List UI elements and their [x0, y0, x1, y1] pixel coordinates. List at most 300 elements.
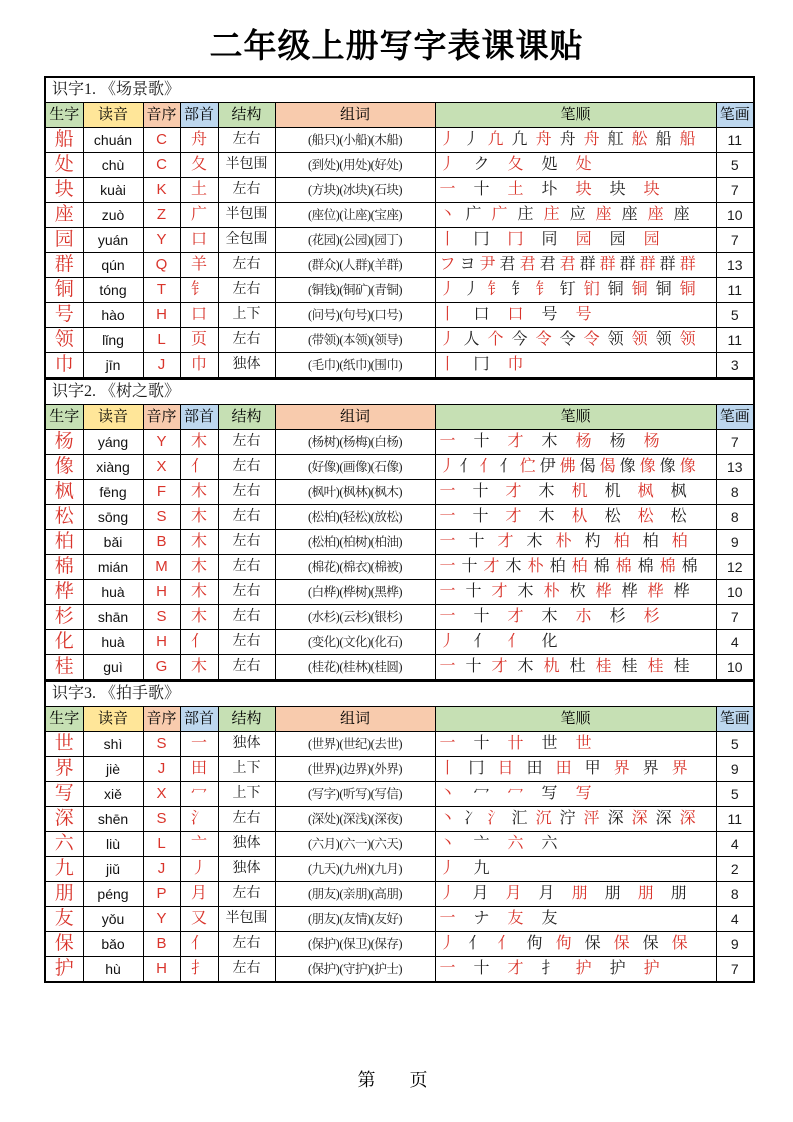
stroke-count-cell: 7 [716, 228, 754, 253]
stroke-step: 今 [511, 331, 528, 348]
stroke-count-cell: 11 [716, 278, 754, 303]
stroke-step: 朩 [575, 608, 592, 625]
radical-cell: 口 [180, 303, 218, 328]
stroke-step: 十 [473, 181, 490, 198]
structure-cell: 上下 [218, 757, 275, 782]
stroke-step: 群 [619, 256, 636, 273]
stroke-count-cell: 9 [716, 530, 754, 555]
stroke-step: 园 [575, 231, 592, 248]
stroke-step: 广 [491, 206, 508, 223]
radical-cell: 木 [180, 505, 218, 530]
stroke-step: 朴 [527, 558, 544, 575]
stroke-step: 杨 [609, 433, 626, 450]
stroke-step: 园 [643, 231, 660, 248]
words-cell: (桂花)(桂林)(桂圆) [275, 655, 435, 681]
stroke-step: 桦 [647, 583, 664, 600]
character-row [45, 555, 754, 580]
column-header: 生字 [45, 103, 83, 128]
stroke-count-cell: 13 [716, 455, 754, 480]
stroke-step: 写 [541, 785, 558, 802]
stroke-step: 伫 [519, 458, 536, 475]
stroke-step: 棉 [593, 558, 610, 575]
stroke-step: 才 [507, 608, 524, 625]
pinyin-cell: yǒu [83, 907, 143, 932]
pinyin-cell: shēn [83, 807, 143, 832]
stroke-step: 松 [604, 508, 621, 525]
initial-cell: H [143, 580, 180, 605]
stroke-step: 六 [507, 835, 524, 852]
page-footer: 第 页 [357, 1070, 436, 1090]
stroke-step: 柏 [571, 558, 588, 575]
words-cell: (铜钱)(铜矿)(青铜) [275, 278, 435, 303]
character-row [45, 455, 754, 480]
radical-cell: 氵 [180, 807, 218, 832]
stroke-step: 深 [631, 810, 648, 827]
stroke-step: 钉 [559, 281, 576, 298]
stroke-step: 一 [439, 608, 456, 625]
character-row [45, 430, 754, 455]
stroke-step: 一 [439, 533, 456, 550]
character-row [45, 505, 754, 530]
char-cell: 界 [45, 757, 83, 782]
char-cell: 枫 [45, 480, 83, 505]
structure-cell: 左右 [218, 253, 275, 278]
stroke-step: 杜 [569, 658, 586, 675]
stroke-step: 钅 [535, 281, 552, 298]
table-caption: 识字1. 《场景歌》 [45, 77, 754, 103]
structure-cell: 左右 [218, 430, 275, 455]
pinyin-cell: liù [83, 832, 143, 857]
words-cell: (毛巾)(纸巾)(围巾) [275, 353, 435, 379]
stroke-step: 朋 [637, 885, 654, 902]
radical-cell: 亻 [180, 932, 218, 957]
stroke-step: 块 [575, 181, 592, 198]
column-header: 读音 [83, 103, 143, 128]
character-row [45, 353, 754, 379]
pinyin-cell: sōng [83, 505, 143, 530]
structure-cell: 左右 [218, 655, 275, 681]
stroke-step: 十 [472, 483, 489, 500]
stroke-step: フ [439, 256, 456, 273]
lesson-table-3 [44, 680, 755, 983]
stroke-step: 伊 [539, 458, 556, 475]
stroke-step: 一 [439, 483, 456, 500]
stroke-order-cell [435, 932, 716, 957]
column-header: 部首 [180, 405, 218, 430]
stroke-step: 座 [595, 206, 612, 223]
stroke-step: 枫 [637, 483, 654, 500]
pinyin-cell: zuò [83, 203, 143, 228]
radical-cell: 丿 [180, 857, 218, 882]
stroke-order-cell [435, 757, 716, 782]
structure-cell: 半包围 [218, 153, 275, 178]
stroke-step: 世 [541, 735, 558, 752]
structure-cell: 左右 [218, 278, 275, 303]
column-header: 部首 [180, 103, 218, 128]
stroke-step: 令 [583, 331, 600, 348]
stroke-step: 田 [555, 760, 572, 777]
stroke-step: 十 [465, 583, 482, 600]
stroke-step: 木 [526, 533, 543, 550]
pinyin-cell: guì [83, 655, 143, 681]
pinyin-cell: bǎo [83, 932, 143, 957]
radical-cell: 木 [180, 605, 218, 630]
stroke-step: 庄 [517, 206, 534, 223]
words-cell: (六月)(六一)(六天) [275, 832, 435, 857]
column-header: 结构 [218, 405, 275, 430]
character-row [45, 857, 754, 882]
character-row [45, 303, 754, 328]
radical-cell: 羊 [180, 253, 218, 278]
stroke-step: 机 [571, 483, 588, 500]
char-cell: 保 [45, 932, 83, 957]
stroke-step: 九 [473, 860, 490, 877]
character-row [45, 732, 754, 757]
pinyin-cell: shān [83, 605, 143, 630]
stroke-step: 界 [613, 760, 630, 777]
stroke-order-cell [435, 605, 716, 630]
stroke-step: 月 [538, 885, 555, 902]
words-cell: (九天)(九州)(九月) [275, 857, 435, 882]
structure-cell: 半包围 [218, 203, 275, 228]
stroke-count-cell: 3 [716, 353, 754, 379]
stroke-step: 亻 [479, 458, 496, 475]
stroke-step: 护 [643, 960, 660, 977]
stroke-step: 群 [679, 256, 696, 273]
stroke-count-cell: 7 [716, 430, 754, 455]
stroke-step: 佝 [526, 935, 543, 952]
char-cell: 杉 [45, 605, 83, 630]
pinyin-cell: fēng [83, 480, 143, 505]
char-cell: 杨 [45, 430, 83, 455]
character-row [45, 278, 754, 303]
stroke-step: 柏 [642, 533, 659, 550]
radical-cell: 钅 [180, 278, 218, 303]
stroke-order-cell [435, 530, 716, 555]
stroke-step: 才 [505, 483, 522, 500]
initial-cell: J [143, 757, 180, 782]
stroke-step: 朴 [543, 583, 560, 600]
stroke-step: 氵 [487, 810, 504, 827]
column-header: 笔顺 [435, 405, 716, 430]
stroke-order-cell [435, 505, 716, 530]
stroke-step: 杉 [643, 608, 660, 625]
structure-cell: 左右 [218, 807, 275, 832]
char-cell: 朋 [45, 882, 83, 907]
stroke-step: 丨 [439, 306, 456, 323]
stroke-count-cell: 7 [716, 605, 754, 630]
words-cell: (座位)(让座)(宝座) [275, 203, 435, 228]
stroke-step: 群 [659, 256, 676, 273]
column-header: 笔画 [716, 405, 754, 430]
character-row [45, 128, 754, 153]
char-cell: 园 [45, 228, 83, 253]
structure-cell: 半包围 [218, 907, 275, 932]
stroke-count-cell: 7 [716, 178, 754, 203]
column-header: 读音 [83, 707, 143, 732]
radical-cell: 亻 [180, 630, 218, 655]
character-row [45, 178, 754, 203]
stroke-step: 铜 [655, 281, 672, 298]
stroke-step: 木 [505, 558, 522, 575]
structure-cell: 左右 [218, 580, 275, 605]
stroke-step: 丿 [439, 156, 456, 173]
stroke-step: 杴 [569, 583, 586, 600]
initial-cell: H [143, 303, 180, 328]
initial-cell: H [143, 957, 180, 983]
stroke-count-cell: 4 [716, 630, 754, 655]
stroke-step: 一 [439, 735, 456, 752]
stroke-step: 一 [439, 910, 456, 927]
stroke-step: 佝 [555, 935, 572, 952]
radical-cell: 亠 [180, 832, 218, 857]
character-row [45, 907, 754, 932]
table-caption: 识字3. 《拍手歌》 [45, 681, 754, 707]
stroke-step: 化 [541, 633, 558, 650]
stroke-step: 丶 [439, 835, 456, 852]
radical-cell: 冖 [180, 782, 218, 807]
words-cell: (松柏)(柏树)(柏油) [275, 530, 435, 555]
stroke-step: 扌 [541, 960, 558, 977]
stroke-count-cell: 9 [716, 932, 754, 957]
stroke-step: 铜 [631, 281, 648, 298]
stroke-step: 舩 [631, 131, 648, 148]
stroke-step: 杨 [575, 433, 592, 450]
words-cell: (松柏)(轻松)(放松) [275, 505, 435, 530]
structure-cell: 独体 [218, 832, 275, 857]
pinyin-cell: xiàng [83, 455, 143, 480]
stroke-step: 月 [472, 885, 489, 902]
initial-cell: Z [143, 203, 180, 228]
stroke-step: 棉 [659, 558, 676, 575]
radical-cell: 田 [180, 757, 218, 782]
stroke-count-cell: 8 [716, 882, 754, 907]
table-body [45, 430, 754, 681]
stroke-step: 钅 [487, 281, 504, 298]
stroke-step: 冫 [463, 810, 480, 827]
stroke-step: 像 [659, 458, 676, 475]
stroke-step: 木 [538, 483, 555, 500]
char-cell: 块 [45, 178, 83, 203]
words-cell: (保护)(守护)(护士) [275, 957, 435, 983]
stroke-count-cell: 13 [716, 253, 754, 278]
stroke-step: 才 [507, 433, 524, 450]
initial-cell: M [143, 555, 180, 580]
stroke-step: 写 [575, 785, 592, 802]
pinyin-cell: hù [83, 957, 143, 983]
stroke-step: 木 [538, 508, 555, 525]
char-cell: 桦 [45, 580, 83, 605]
radical-cell: 巾 [180, 353, 218, 379]
stroke-step: 块 [643, 181, 660, 198]
words-cell: (杨树)(杨梅)(白杨) [275, 430, 435, 455]
stroke-step: 朹 [543, 658, 560, 675]
initial-cell: H [143, 630, 180, 655]
stroke-count-cell: 7 [716, 957, 754, 983]
stroke-order-cell [435, 957, 716, 983]
stroke-step: 丿 [439, 935, 456, 952]
stroke-count-cell: 12 [716, 555, 754, 580]
structure-cell: 左右 [218, 505, 275, 530]
pinyin-cell: shì [83, 732, 143, 757]
stroke-step: 座 [647, 206, 664, 223]
character-row [45, 807, 754, 832]
column-header: 音序 [143, 103, 180, 128]
words-cell: (带领)(本领)(领导) [275, 328, 435, 353]
stroke-step: 木 [541, 433, 558, 450]
stroke-step: 深 [607, 810, 624, 827]
stroke-step: 冖 [473, 785, 490, 802]
stroke-step: 桂 [595, 658, 612, 675]
stroke-step: 丨 [439, 356, 456, 373]
char-cell: 柏 [45, 530, 83, 555]
stroke-step: 冂 [468, 760, 485, 777]
column-header: 笔画 [716, 707, 754, 732]
stroke-step: 一 [439, 960, 456, 977]
structure-cell: 左右 [218, 328, 275, 353]
stroke-order-cell [435, 580, 716, 605]
char-cell: 处 [45, 153, 83, 178]
stroke-step: 丿 [439, 860, 456, 877]
pinyin-cell: huà [83, 630, 143, 655]
char-cell: 六 [45, 832, 83, 857]
char-cell: 护 [45, 957, 83, 983]
stroke-step: 铜 [679, 281, 696, 298]
stroke-step: 十 [468, 533, 485, 550]
stroke-step: 佛 [559, 458, 576, 475]
pinyin-cell: hào [83, 303, 143, 328]
column-header: 组词 [275, 103, 435, 128]
stroke-step: 领 [631, 331, 648, 348]
stroke-step: 像 [619, 458, 636, 475]
stroke-order-cell [435, 353, 716, 379]
words-cell: (保护)(保卫)(保存) [275, 932, 435, 957]
stroke-step: 偈 [579, 458, 596, 475]
pinyin-cell: chù [83, 153, 143, 178]
initial-cell: J [143, 353, 180, 379]
column-header: 笔顺 [435, 103, 716, 128]
stroke-step: 尹 [479, 256, 496, 273]
stroke-step: 処 [541, 156, 558, 173]
stroke-step: 君 [539, 256, 556, 273]
stroke-step: 木 [517, 658, 534, 675]
stroke-step: 才 [497, 533, 514, 550]
table-header-row [45, 405, 754, 430]
stroke-step: 舡 [607, 131, 624, 148]
table-block-3 [44, 680, 753, 983]
stroke-step: 凢 [511, 131, 528, 148]
radical-cell: 一 [180, 732, 218, 757]
lesson-table-2 [44, 378, 755, 681]
char-cell: 像 [45, 455, 83, 480]
stroke-step: 十 [461, 558, 478, 575]
pinyin-cell: xiě [83, 782, 143, 807]
stroke-step: 令 [559, 331, 576, 348]
initial-cell: Q [143, 253, 180, 278]
words-cell: (水杉)(云杉)(银杉) [275, 605, 435, 630]
words-cell: (世界)(边界)(外界) [275, 757, 435, 782]
pinyin-cell: yuán [83, 228, 143, 253]
stroke-step: 令 [535, 331, 552, 348]
stroke-step: 机 [604, 483, 621, 500]
stroke-step: 号 [575, 306, 592, 323]
stroke-step: 夂 [507, 156, 524, 173]
character-row [45, 328, 754, 353]
stroke-order-cell [435, 732, 716, 757]
stroke-step: 凢 [487, 131, 504, 148]
character-row [45, 580, 754, 605]
stroke-count-cell: 11 [716, 807, 754, 832]
stroke-step: 处 [575, 156, 592, 173]
stroke-step: 群 [639, 256, 656, 273]
stroke-step: 棉 [637, 558, 654, 575]
stroke-step: 护 [575, 960, 592, 977]
words-cell: (群众)(人群)(羊群) [275, 253, 435, 278]
stroke-step: 亻 [459, 458, 476, 475]
stroke-step: 泞 [559, 810, 576, 827]
pinyin-cell: qún [83, 253, 143, 278]
stroke-step: 杉 [609, 608, 626, 625]
stroke-step: 保 [613, 935, 630, 952]
stroke-step: 十 [472, 508, 489, 525]
initial-cell: Y [143, 430, 180, 455]
character-row [45, 832, 754, 857]
stroke-step: 朋 [670, 885, 687, 902]
stroke-step: 杓 [584, 533, 601, 550]
char-cell: 世 [45, 732, 83, 757]
stroke-step: 船 [679, 131, 696, 148]
radical-cell: 亻 [180, 455, 218, 480]
character-row [45, 932, 754, 957]
stroke-step: 丨 [439, 760, 456, 777]
pinyin-cell: lǐng [83, 328, 143, 353]
stroke-step: 朲 [571, 508, 588, 525]
stroke-order-cell [435, 328, 716, 353]
page-title: 二年级上册写字表课课贴 [209, 27, 584, 64]
structure-cell: 左右 [218, 530, 275, 555]
stroke-step: 棉 [681, 558, 698, 575]
column-header: 笔顺 [435, 707, 716, 732]
stroke-step: 亻 [473, 633, 490, 650]
initial-cell: S [143, 605, 180, 630]
stroke-step: 月 [505, 885, 522, 902]
pinyin-cell: péng [83, 882, 143, 907]
stroke-step: 六 [541, 835, 558, 852]
stroke-step: 才 [507, 960, 524, 977]
stroke-step: 一 [439, 558, 456, 575]
stroke-step: 钅 [511, 281, 528, 298]
words-cell: (到处)(用处)(好处) [275, 153, 435, 178]
stroke-order-cell [435, 807, 716, 832]
stroke-order-cell [435, 128, 716, 153]
stroke-order-cell [435, 857, 716, 882]
char-cell: 巾 [45, 353, 83, 379]
initial-cell: F [143, 480, 180, 505]
words-cell: (问号)(句号)(口号) [275, 303, 435, 328]
character-row [45, 957, 754, 983]
radical-cell: 夂 [180, 153, 218, 178]
stroke-step: ナ [473, 910, 490, 927]
stroke-step: 卄 [507, 735, 524, 752]
stroke-step: 汇 [511, 810, 528, 827]
structure-cell: 左右 [218, 455, 275, 480]
stroke-order-cell [435, 630, 716, 655]
char-cell: 松 [45, 505, 83, 530]
initial-cell: B [143, 530, 180, 555]
stroke-step: 世 [575, 735, 592, 752]
stroke-step: 才 [483, 558, 500, 575]
stroke-step: 船 [655, 131, 672, 148]
